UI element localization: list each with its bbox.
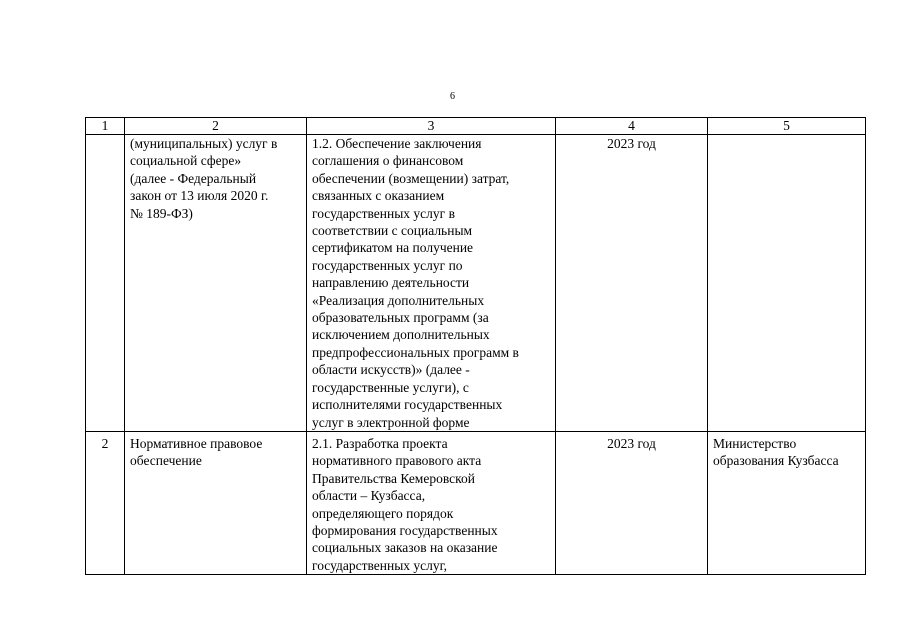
row-number-cell <box>86 431 125 574</box>
page-number: 6 <box>450 91 455 102</box>
deadline-cell <box>556 135 708 432</box>
task-name: (муниципальных) услуг в социальной сфере» (далее - Федеральный закон от 13 июля 2020 г. № 189-ФЗ) <box>130 136 278 221</box>
executor-cell <box>708 135 866 432</box>
row-number-cell <box>86 135 125 432</box>
table-row <box>86 431 866 574</box>
deadline: 2023 год <box>607 435 656 451</box>
table-header-row <box>86 118 866 135</box>
header-cell-5: 5 <box>708 118 866 135</box>
table-row <box>86 135 866 432</box>
executor: Министерство образования Кузбасса <box>713 435 839 469</box>
action-cell <box>307 135 556 432</box>
deadline: 2023 год <box>607 136 656 151</box>
action-text: 1.2. Обеспечение заключения соглашения о финансовом обеспечении (возмещении) затрат, связанных с оказанием государственных услуг в соответствии с социальным сертификатом на получение государственных услуг по направлению деятельности «Реализация дополнительных образовательных программ (за исключением дополнительных предпрофессиональных программ в области искусств)» (далее - государственные услуги), с исполнителями государственных услуг в электронной форме <box>312 136 519 430</box>
executor-cell <box>708 431 866 574</box>
task-name-cell <box>125 135 307 432</box>
action-text: 2.1. Разработка проекта нормативного правового акта Правительства Кемеровской области – Кузбасса, определяющего порядок формирования государственных социальных заказов на оказание государственных услуг, <box>312 435 498 573</box>
header-cell-1: 1 <box>86 118 125 135</box>
deadline-cell <box>556 431 708 574</box>
task-name: Нормативное правовое обеспечение <box>130 435 263 469</box>
header-cell-4: 4 <box>556 118 708 135</box>
header-cell-2: 2 <box>125 118 307 135</box>
document-table <box>85 117 866 575</box>
row-number: 2 <box>101 435 109 451</box>
task-name-cell <box>125 431 307 574</box>
header-cell-3: 3 <box>307 118 556 135</box>
action-cell <box>307 431 556 574</box>
